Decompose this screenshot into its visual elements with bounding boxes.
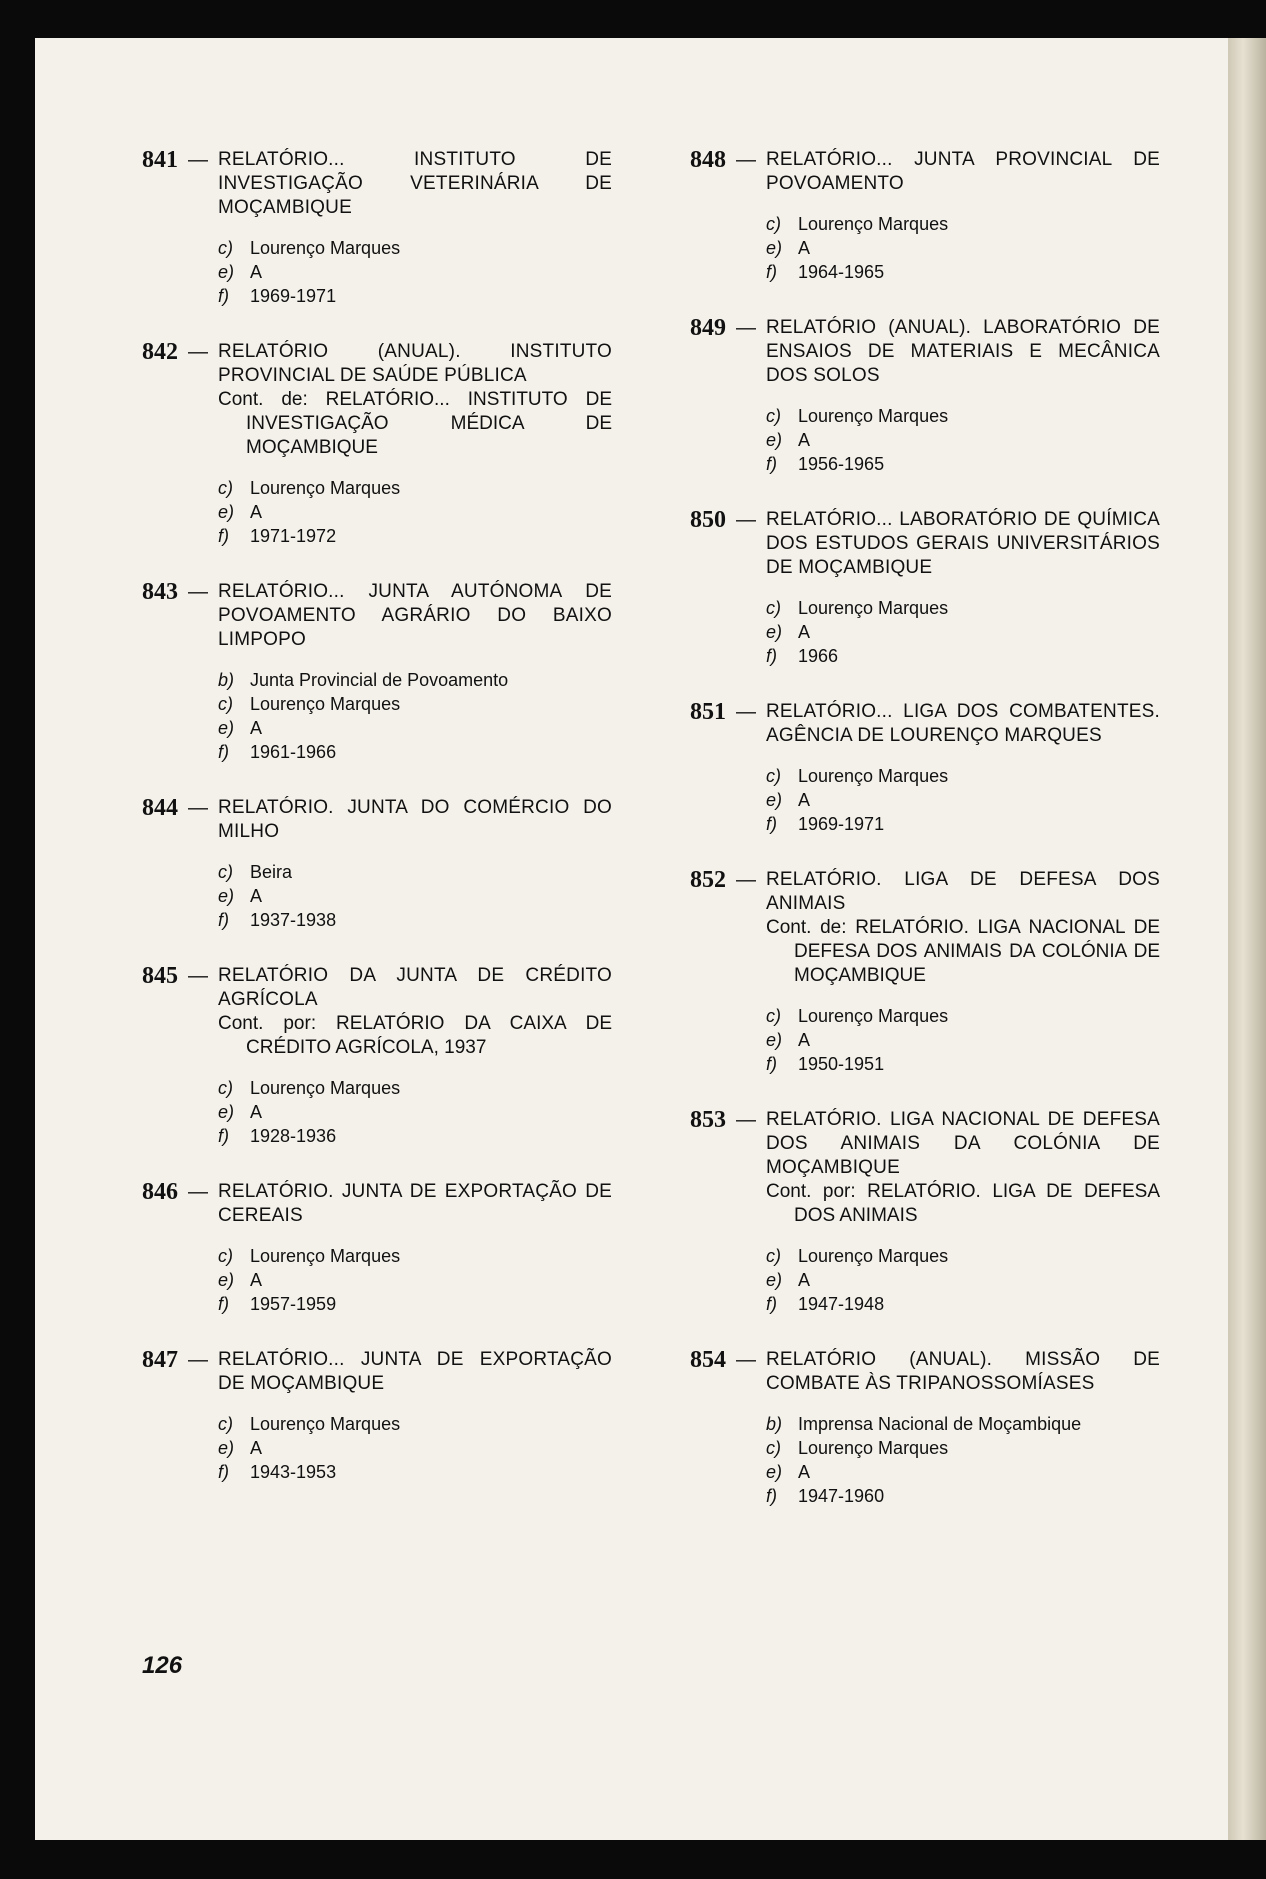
field-type: e) A [218,886,263,906]
field-place: c) Lourenço Marques [766,1006,949,1026]
entry-title: RELATÓRIO... JUNTA PROVINCIAL DE POVOAMENTO [766,149,1160,194]
page-number: 126 [142,1652,183,1679]
page-edge [1228,38,1266,1840]
field-years: f) 1937-1938 [218,910,337,930]
entry-title: RELATÓRIO. LIGA DE DEFESA DOS ANIMAIS [766,869,1160,914]
field-type: e) A [218,1102,263,1122]
right-column [690,148,1160,1540]
entry-continuation: Cont. de: RELATÓRIO... INSTITUTO DE INVESTIGAÇÃO MÉDICA DE MOÇAMBIQUE [218,389,612,458]
entry-title: RELATÓRIO... JUNTA DE EXPORTAÇÃO DE MOÇAMBIQUE [218,1349,612,1394]
entry-title: RELATÓRIO... INSTITUTO DE INVESTIGAÇÃO VETERINÁRIA DE MOÇAMBIQUE [218,149,612,218]
entry-fields [766,1004,1160,1076]
field-place: c) Lourenço Marques [218,238,401,258]
entry-number: 854 — [690,1347,756,1373]
left-column [142,148,612,1516]
entry-fields [218,476,612,548]
entry-number: 848 — [690,147,756,173]
entry-title: RELATÓRIO (ANUAL). MISSÃO DE COMBATE ÀS TRIPANOSSOMÍASES [766,1349,1160,1394]
entry-fields [218,1076,612,1148]
entry-850 [690,508,1160,668]
field-type: e) A [766,430,811,450]
field-place: c) Lourenço Marques [218,694,401,714]
entry-853 [690,1108,1160,1316]
field-type: e) A [218,502,263,522]
field-years: f) 1956-1965 [766,454,885,474]
field-type: e) A [218,1270,263,1290]
field-place: c) Lourenço Marques [218,478,401,498]
entry-number: 842 — [142,339,208,365]
field-type: e) A [766,238,811,258]
field-place: c) Lourenço Marques [766,598,949,618]
entry-title: RELATÓRIO... LABORATÓRIO DE QUÍMICA DOS ESTUDOS GERAIS UNIVERSITÁRIOS DE MOÇAMBIQUE [766,509,1160,578]
field-years: f) 1957-1959 [218,1294,337,1314]
entry-title: RELATÓRIO DA JUNTA DE CRÉDITO AGRÍCOLA [218,965,612,1010]
field-publisher: b) Junta Provincial de Povoamento [218,670,509,690]
field-years: f) 1947-1960 [766,1486,885,1506]
entry-fields [766,212,1160,284]
entry-number: 853 — [690,1107,756,1133]
entry-number: 845 — [142,963,208,989]
entry-845 [142,964,612,1148]
field-place: c) Lourenço Marques [218,1078,401,1098]
entry-continuation: Cont. por: RELATÓRIO DA CAIXA DE CRÉDITO AGRÍCOLA, 1937 [218,1013,612,1058]
entry-851 [690,700,1160,836]
field-type: e) A [766,622,811,642]
field-place: c) Lourenço Marques [766,214,949,234]
entry-fields [766,404,1160,476]
entry-title: RELATÓRIO. JUNTA DO COMÉRCIO DO MILHO [218,797,612,842]
entry-842 [142,340,612,548]
field-place: c) Lourenço Marques [766,406,949,426]
entry-fields [218,668,612,764]
field-type: e) A [766,790,811,810]
entry-number: 847 — [142,1347,208,1373]
entry-854 [690,1348,1160,1508]
entry-number: 851 — [690,699,756,725]
entry-number: 843 — [142,579,208,605]
entry-number: 846 — [142,1179,208,1205]
field-place: c) Lourenço Marques [766,1246,949,1266]
field-years: f) 1928-1936 [218,1126,337,1146]
field-years: f) 1971-1972 [218,526,337,546]
field-type: e) A [218,262,263,282]
entry-fields [766,1244,1160,1316]
entry-fields [766,1412,1160,1508]
entry-843 [142,580,612,764]
entry-848 [690,148,1160,284]
entry-fields [766,596,1160,668]
entry-continuation: Cont. de: RELATÓRIO. LIGA NACIONAL DE DEFESA DOS ANIMAIS DA COLÓNIA DE MOÇAMBIQUE [766,917,1160,986]
field-place: c) Lourenço Marques [766,1438,949,1458]
entry-fields [218,236,612,308]
field-place: c) Lourenço Marques [218,1246,401,1266]
entry-fields [766,764,1160,836]
entry-title: RELATÓRIO... JUNTA AUTÓNOMA DE POVOAMENTO AGRÁRIO DO BAIXO LIMPOPO [218,581,612,650]
entry-847 [142,1348,612,1484]
field-years: f) 1943-1953 [218,1462,337,1482]
field-publisher: b) Imprensa Nacional de Moçambique [766,1414,1082,1434]
entry-number: 844 — [142,795,208,821]
entry-title: RELATÓRIO... LIGA DOS COMBATENTES. AGÊNCIA DE LOURENÇO MARQUES [766,701,1160,746]
entry-fields [218,1412,612,1484]
entry-title: RELATÓRIO. LIGA NACIONAL DE DEFESA DOS ANIMAIS DA COLÓNIA DE MOÇAMBIQUE [766,1109,1160,1178]
field-type: e) A [766,1030,811,1050]
field-type: e) A [218,718,263,738]
entry-number: 852 — [690,867,756,893]
field-years: f) 1966 [766,646,839,666]
field-place: c) Beira [218,862,293,882]
entry-846 [142,1180,612,1316]
entry-number: 850 — [690,507,756,533]
field-years: f) 1947-1948 [766,1294,885,1314]
entry-number: 841 — [142,147,208,173]
field-place: c) Lourenço Marques [766,766,949,786]
field-years: f) 1964-1965 [766,262,885,282]
entry-title: RELATÓRIO (ANUAL). LABORATÓRIO DE ENSAIOS DE MATERIAIS E MECÂNICA DOS SOLOS [766,317,1160,386]
entry-852 [690,868,1160,1076]
entry-849 [690,316,1160,476]
entry-fields [218,860,612,932]
field-type: e) A [218,1438,263,1458]
field-years: f) 1969-1971 [766,814,885,834]
field-type: e) A [766,1462,811,1482]
field-years: f) 1950-1951 [766,1054,885,1074]
field-years: f) 1969-1971 [218,286,337,306]
entry-844 [142,796,612,932]
field-place: c) Lourenço Marques [218,1414,401,1434]
field-years: f) 1961-1966 [218,742,337,762]
entry-title: RELATÓRIO (ANUAL). INSTITUTO PROVINCIAL DE SAÚDE PÚBLICA [218,341,612,386]
entry-number: 849 — [690,315,756,341]
entry-title: RELATÓRIO. JUNTA DE EXPORTAÇÃO DE CEREAIS [218,1181,612,1226]
field-type: e) A [766,1270,811,1290]
entry-continuation: Cont. por: RELATÓRIO. LIGA DE DEFESA DOS ANIMAIS [766,1181,1160,1226]
entry-fields [218,1244,612,1316]
entry-841 [142,148,612,308]
